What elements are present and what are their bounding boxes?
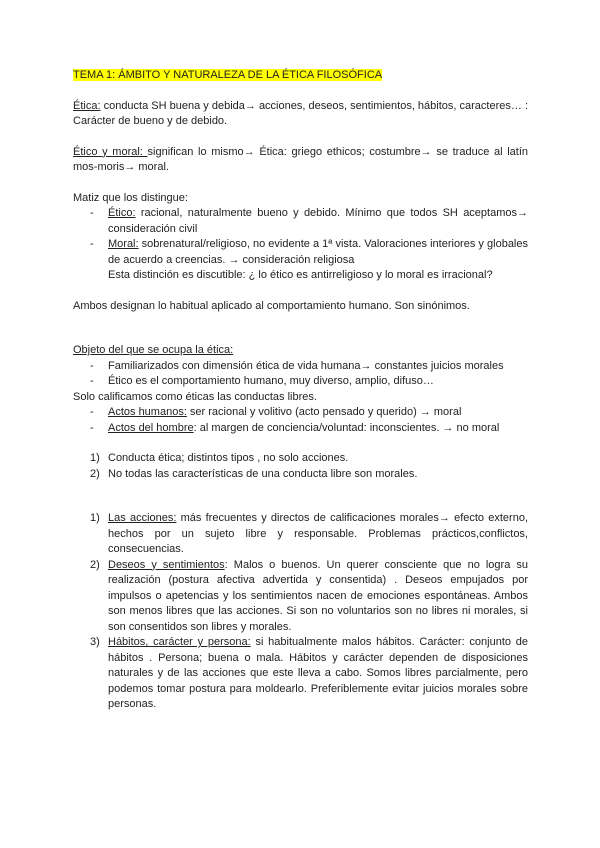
ambos-paragraph: Ambos designan lo habitual aplicado al comportamiento humano. Son sinónimos.: [73, 299, 470, 312]
etica-text: conducta SH buena y debida→ acciones, deseos, sentimientos, hábitos, caracteres… : Carácter de bueno y de debido.: [73, 99, 528, 127]
matiz-heading: Matiz que los distingue:: [73, 191, 188, 204]
etica-paragraph: [73, 99, 528, 130]
numbered-list-2: [73, 511, 528, 713]
etico-moral-paragraph: [73, 145, 528, 176]
moral-term: Moral:: [108, 238, 139, 250]
list-item: 1) Las acciones: más frecuentes y directos de calificaciones morales→ efecto externo, hechos por un sujeto libre y responsable. Problemas prácticos,conflictos, consecuencias.: [90, 512, 528, 555]
spacer: [73, 84, 528, 99]
distincion-note: Esta distinción es discutible: ¿ lo ético es antirreligioso y lo moral es irracional?: [108, 269, 493, 281]
list-item: - Actos del hombre: al margen de conciencia/voluntad: inconscientes. → no moral: [73, 421, 528, 437]
spacer: [73, 482, 528, 511]
spacer: [73, 284, 528, 299]
list-item: 3) Hábitos, carácter y persona: si habitualmente malos hábitos. Carácter: conjunto de hábitos . Persona; buena o mala. Hábitos y carácter dependen de disposiciones naturales y de las acciones que este lleva a cabo. Somos libres parcialmente, pero podemos tomar postura para moldearlo. Preferiblemente evitar juicios morales sobre personas.: [90, 636, 528, 710]
spacer: [73, 436, 528, 451]
objeto-heading: Objeto del que se ocupa la ética:: [73, 344, 234, 356]
list-item: 1) Conducta ética; distintos tipos , no solo acciones.: [90, 452, 349, 464]
numbered-list-1: [73, 451, 528, 482]
etico-moral-term: Ético y moral:: [73, 145, 148, 158]
etico-moral-text: significan lo mismo→ Ética: griego ethicos; costumbre→ se traduce al latín mos-moris→ moral.: [73, 145, 528, 173]
title-line: [73, 68, 528, 84]
solo-paragraph: Solo calificamos como éticas las conductas libres.: [73, 390, 317, 403]
document-page: [73, 68, 528, 713]
list-item: - Familiarizados con dimensión ética de vida humana→ constantes juicios morales: [73, 359, 528, 375]
page-title: TEMA 1: ÁMBITO Y NATURALEZA DE LA ÉTICA FILOSÓFICA: [73, 69, 383, 81]
list-item: - Ético: racional, naturalmente bueno y debido. Mínimo que todos SH aceptamos→ consideración civil: [73, 206, 528, 237]
list-item: - Actos humanos: ser racional y volitivo (acto pensado y querido) → moral: [73, 405, 528, 421]
list-item: - Ético es el comportamiento humano, muy diverso, amplio, difuso…: [73, 374, 528, 390]
spacer: [73, 130, 528, 145]
objeto-list: [73, 359, 528, 390]
list-item: 2) Deseos y sentimientos: Malos o buenos. Un querer consciente que no logra su realización (postura afectiva advertida y consentida) . Deseos empujados por impulsos o apetencias y los sentimientos nacen de emociones espontáneas. Ambos son menos libres que las acciones. Si son no voluntarios son no libres ni morales, si son consentidos son libres y morales.: [90, 558, 528, 633]
actos-list: [73, 405, 528, 436]
list-item: - Moral: sobrenatural/religioso, no evidente a 1ª vista. Valoraciones interiores y globales de acuerdo a creencias. → consideración religiosa Esta distinción es discutible: ¿ lo ético es antirreligioso y lo moral es irracional?: [73, 237, 528, 284]
spacer: [73, 314, 528, 343]
matiz-list: [73, 206, 528, 284]
etico-term: Ético:: [108, 207, 136, 219]
list-item: 2) No todas las características de una conducta libre son morales.: [90, 467, 418, 480]
etica-term: Ética:: [73, 99, 101, 112]
spacer: [73, 176, 528, 191]
